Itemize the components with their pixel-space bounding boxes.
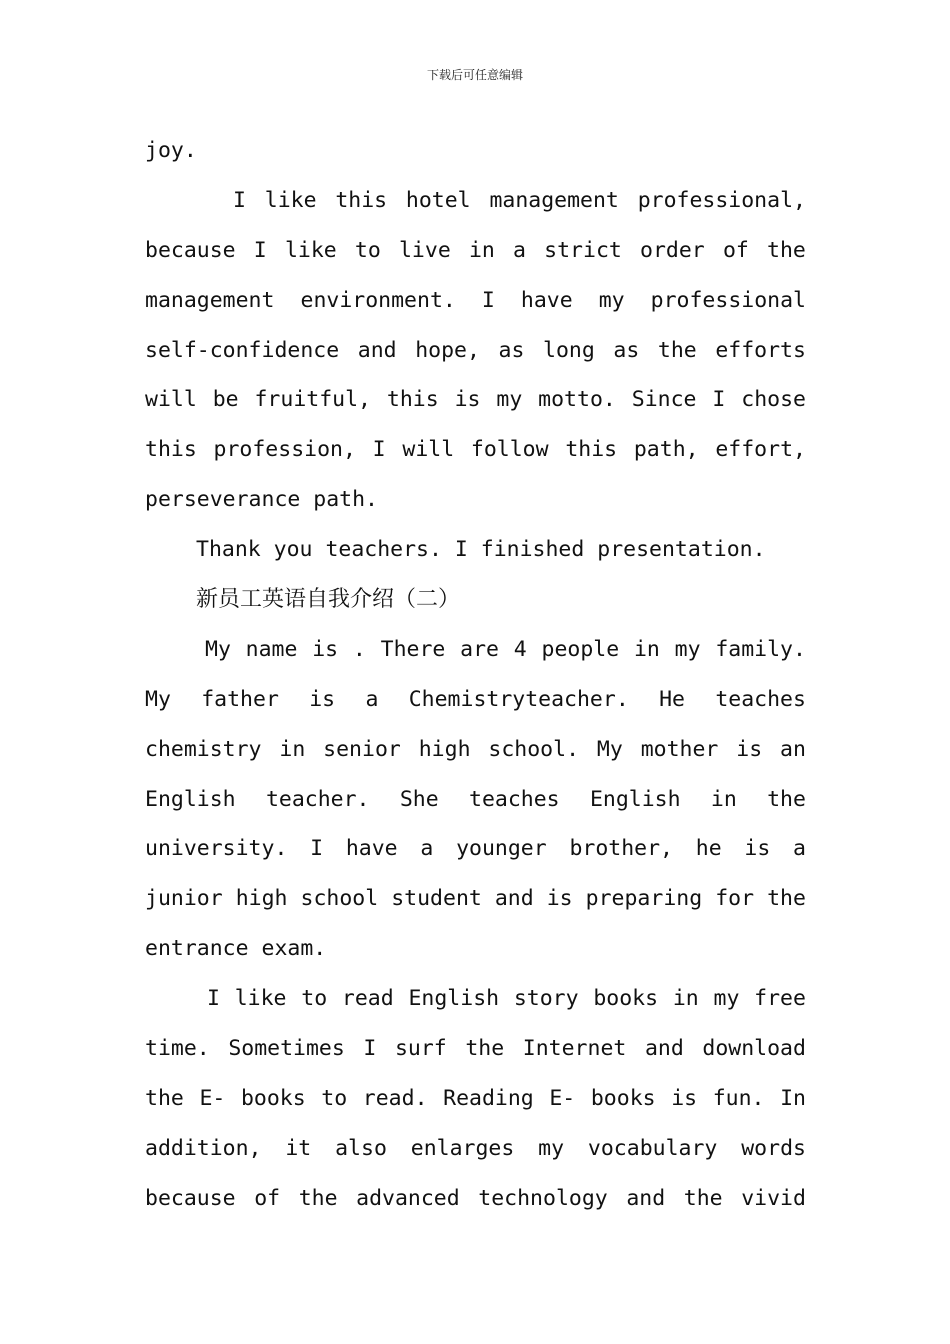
- word: brother,: [569, 836, 673, 862]
- text-line: [145, 675, 806, 725]
- word: people: [541, 636, 620, 662]
- word: it: [285, 1135, 312, 1161]
- word: teaches: [469, 786, 560, 812]
- word: be: [212, 387, 239, 413]
- word: vocabulary: [587, 1135, 718, 1161]
- word: strict: [544, 237, 622, 263]
- word: my: [598, 287, 625, 313]
- word: is: [309, 686, 336, 712]
- word: fruitful,: [254, 387, 371, 413]
- word: Sometimes: [228, 1036, 345, 1062]
- word: management: [145, 287, 275, 313]
- word: to: [354, 237, 381, 263]
- word: this: [335, 187, 388, 213]
- word: I: [233, 187, 246, 213]
- word: mother: [640, 736, 719, 762]
- word: addition,: [145, 1135, 262, 1161]
- word: I: [372, 437, 386, 463]
- word: In: [780, 1085, 806, 1111]
- word: is: [312, 636, 339, 662]
- word: English: [589, 786, 681, 812]
- document-body: [145, 126, 806, 1224]
- word: are: [460, 636, 499, 662]
- word: path,: [633, 437, 699, 463]
- word: effort,: [715, 437, 806, 463]
- text-line: [145, 1124, 806, 1174]
- word: professional: [650, 287, 806, 313]
- word: teacher.: [265, 786, 370, 812]
- word: I: [253, 237, 267, 263]
- word: younger: [456, 836, 547, 862]
- word: chemistry: [145, 736, 262, 762]
- word: the: [657, 337, 697, 363]
- text-line: [145, 924, 806, 974]
- word: in: [633, 636, 660, 662]
- word: the: [767, 237, 806, 263]
- word: preparing: [585, 886, 703, 912]
- word: student: [391, 886, 482, 912]
- word: Internet: [522, 1036, 627, 1062]
- word: of: [722, 237, 749, 263]
- word: because: [145, 237, 236, 263]
- word: books: [593, 986, 659, 1012]
- word: live: [398, 237, 451, 263]
- word: in: [468, 237, 495, 263]
- word: Chemistryteacher.: [408, 686, 629, 712]
- word: will: [145, 387, 197, 413]
- word: of: [254, 1185, 281, 1211]
- word: My: [145, 686, 171, 712]
- word: he: [695, 836, 722, 862]
- word: my: [713, 986, 740, 1012]
- word: my: [538, 1135, 565, 1161]
- word: efforts: [715, 337, 806, 363]
- word: have: [345, 836, 398, 862]
- word: free: [754, 986, 806, 1012]
- word: for: [715, 886, 755, 912]
- paragraph: [145, 126, 806, 176]
- word: joy.: [145, 138, 197, 163]
- word: I: [310, 836, 324, 862]
- word: I: [712, 387, 726, 413]
- text-line: [145, 725, 806, 775]
- word: enlarges: [410, 1135, 515, 1161]
- word: the: [767, 786, 806, 812]
- word: books: [240, 1085, 306, 1111]
- word: family.: [715, 636, 806, 662]
- word: a: [793, 836, 806, 862]
- word: name: [245, 636, 298, 662]
- word: and: [644, 1036, 684, 1062]
- word: an: [780, 736, 806, 762]
- text-line: [145, 775, 806, 825]
- word: is: [744, 836, 771, 862]
- line-text: 新员工英语自我介绍（二）: [196, 587, 461, 613]
- word: high: [235, 886, 288, 912]
- text-line: [145, 126, 806, 176]
- word: a: [420, 836, 434, 862]
- word: download: [702, 1036, 806, 1062]
- word: the: [145, 1085, 184, 1111]
- word: also: [335, 1135, 387, 1161]
- word: There: [380, 636, 446, 662]
- word: order: [640, 237, 705, 263]
- text-line: [145, 1024, 806, 1074]
- word: books: [590, 1085, 656, 1111]
- text-line: [145, 475, 806, 525]
- text-line: [145, 1074, 806, 1124]
- word: teaches: [715, 686, 806, 712]
- text-line: [145, 276, 806, 326]
- word: father: [201, 686, 279, 712]
- word: this: [386, 387, 439, 413]
- word: my: [496, 387, 523, 413]
- word: She: [399, 786, 439, 812]
- text-line: [145, 425, 806, 475]
- word: like: [234, 986, 287, 1012]
- word: and: [357, 337, 397, 363]
- word: like: [264, 187, 317, 213]
- word: junior: [145, 886, 223, 912]
- paragraph: [145, 176, 806, 525]
- word: read.: [362, 1085, 428, 1111]
- word: words: [741, 1135, 806, 1161]
- word: the: [767, 886, 806, 912]
- text-line: [145, 525, 806, 575]
- word: school: [300, 886, 379, 912]
- text-line: [145, 874, 806, 924]
- word: and: [626, 1185, 666, 1211]
- word: to: [301, 986, 328, 1012]
- paragraph: [145, 974, 806, 1223]
- word: and: [494, 886, 534, 912]
- word: will: [402, 437, 455, 463]
- word: the: [298, 1185, 338, 1211]
- word: time.: [145, 1036, 210, 1062]
- word: E-: [549, 1085, 576, 1111]
- word: as: [613, 337, 640, 363]
- word: a: [365, 686, 379, 712]
- word: fun.: [712, 1085, 765, 1111]
- word: He: [659, 686, 685, 712]
- word: chose: [741, 387, 806, 413]
- word: English: [408, 986, 500, 1012]
- section-heading: [145, 575, 806, 625]
- word: long: [543, 337, 595, 363]
- text-line: [145, 226, 806, 276]
- word: a: [513, 237, 526, 263]
- word: environment.: [300, 287, 456, 313]
- text-line: [145, 326, 806, 376]
- text-line: [145, 176, 806, 226]
- word: management: [489, 187, 619, 213]
- word: is: [546, 886, 573, 912]
- word: is: [671, 1085, 698, 1111]
- line-text: Thank you teachers. I finished presentation.: [196, 537, 766, 563]
- word: to: [321, 1085, 348, 1111]
- text-line: [145, 824, 806, 874]
- word: technology: [478, 1185, 608, 1211]
- word: profession,: [213, 437, 356, 463]
- word: senior: [323, 736, 401, 762]
- text-line: [145, 575, 806, 625]
- word: the: [465, 1036, 505, 1062]
- word: .: [352, 636, 366, 662]
- word: I: [363, 1036, 377, 1062]
- word: as: [498, 337, 525, 363]
- word: motto.: [538, 387, 616, 413]
- word: because: [145, 1185, 236, 1211]
- word: Reading: [443, 1085, 534, 1111]
- word: story: [513, 986, 579, 1012]
- word: in: [672, 986, 699, 1012]
- word: surf: [394, 1036, 447, 1062]
- word: vivid: [741, 1185, 806, 1211]
- page-header: 下载后可任意编辑: [426, 68, 523, 82]
- word: advanced: [356, 1185, 460, 1211]
- word: E-: [199, 1085, 226, 1111]
- word: hope,: [415, 337, 480, 363]
- paragraph: [145, 625, 806, 974]
- line-text: perseverance path.: [145, 487, 378, 513]
- word: My: [205, 636, 231, 662]
- word: this: [565, 437, 618, 463]
- word: in: [279, 736, 306, 762]
- word: I: [207, 986, 220, 1012]
- text-line: [145, 1174, 806, 1224]
- word: hotel: [405, 187, 471, 213]
- word: read: [341, 986, 394, 1012]
- word: follow: [470, 437, 549, 463]
- word: university.: [145, 836, 288, 862]
- word: high: [418, 736, 471, 762]
- word: the: [683, 1185, 723, 1211]
- text-line: [145, 974, 806, 1024]
- word: professional,: [637, 187, 806, 213]
- word: is: [736, 736, 763, 762]
- word: in: [710, 786, 737, 812]
- text-line: [145, 625, 806, 675]
- word: Since: [631, 387, 697, 413]
- word: is: [454, 387, 481, 413]
- word: English: [145, 786, 236, 812]
- text-line: [145, 375, 806, 425]
- paragraph: [145, 525, 806, 575]
- word: have: [520, 287, 573, 313]
- word: school.: [488, 736, 580, 762]
- word: my: [674, 636, 701, 662]
- word: self-confidence: [145, 337, 340, 363]
- line-text: entrance exam.: [145, 936, 327, 962]
- word: this: [145, 437, 197, 463]
- word: My: [596, 736, 623, 762]
- word: I: [481, 287, 495, 313]
- word: like: [284, 237, 337, 263]
- word: 4: [513, 636, 527, 662]
